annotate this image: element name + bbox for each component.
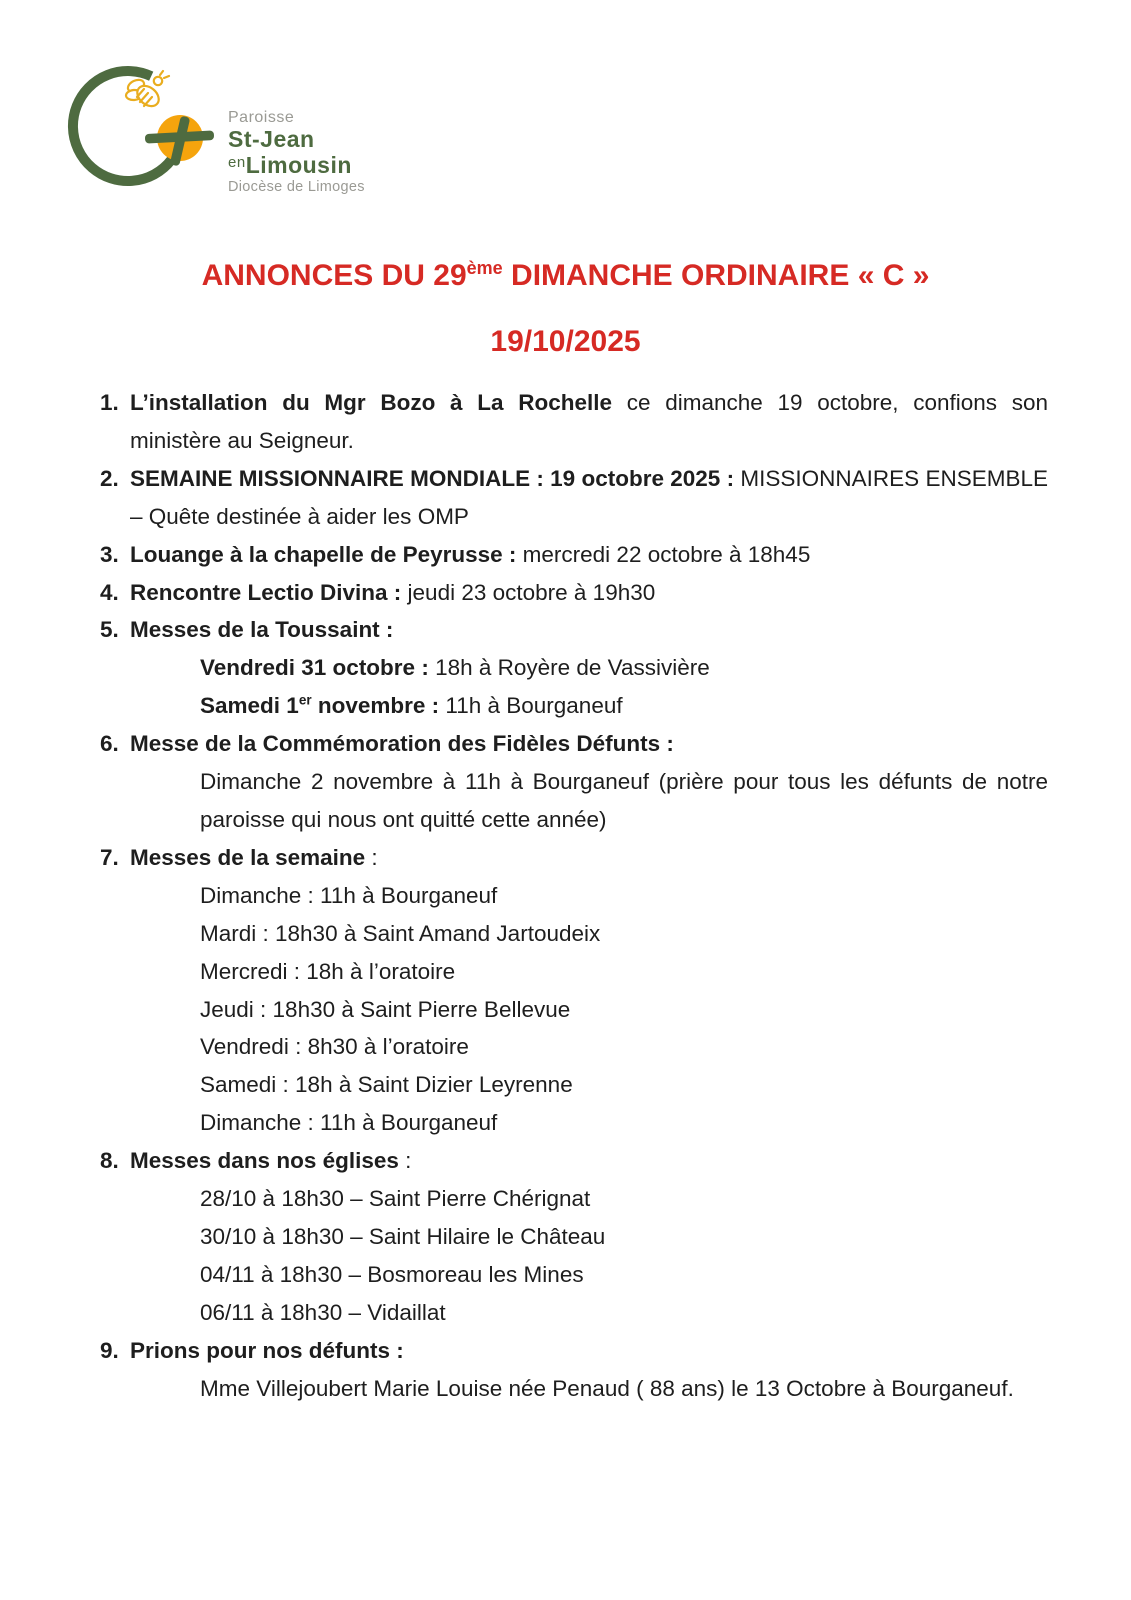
item-bold-text: Vendredi 31 octobre : [200, 655, 429, 681]
list-item-7 [100, 839, 1048, 1142]
item-bold-text: Messes dans nos églises [130, 1148, 399, 1174]
item-subline: Mme Villejoubert Marie Louise née Penaud ( 88 ans) le 13 Octobre à Bourganeuf. [200, 1375, 1014, 1401]
logo-paroisse-label: Paroisse [228, 109, 295, 126]
date-heading: 19/10/2025 [490, 325, 641, 358]
item-number: 3. [100, 541, 119, 567]
item-body [130, 384, 1048, 460]
item-line [130, 384, 1048, 422]
item-body [130, 1142, 1048, 1332]
item-regular-text: 11h à Bourganeuf [439, 693, 623, 719]
item-body [130, 1332, 1048, 1408]
item-number: 9. [100, 1337, 119, 1363]
item-body [130, 839, 1048, 1142]
item-body [130, 536, 1048, 574]
item-regular-text: ce dimanche 19 octobre, confions son [612, 390, 1048, 415]
item-body [130, 460, 1048, 536]
item-body [130, 725, 1048, 839]
item-heading [130, 611, 1048, 649]
item-subline [130, 687, 1048, 725]
item-heading [130, 1332, 1048, 1370]
logo-name-line2 [228, 154, 365, 177]
item-subline: 28/10 à 18h30 – Saint Pierre Chérignat [200, 1186, 591, 1212]
item-bold-text: Prions pour nos défunts : [130, 1337, 404, 1363]
item-subline: Dimanche : 11h à Bourganeuf [200, 882, 498, 908]
list-item-5 [100, 611, 1048, 725]
item-bold-text: Rencontre Lectio Divina : [130, 579, 402, 605]
item-bold-text: SEMAINE MISSIONNAIRE MONDIALE : 19 octobre 2025 : [130, 465, 735, 491]
item-subline: Vendredi : 8h30 à l’oratoire [200, 1034, 469, 1060]
list-item-3 [100, 536, 1048, 574]
item-number: 4. [100, 579, 119, 605]
logo-en-prefix: en [228, 154, 246, 171]
list-item-8 [100, 1142, 1048, 1332]
item-subline [130, 649, 1048, 687]
item-line: ministère au Seigneur. [130, 427, 354, 453]
item-regular-text: mercredi 22 octobre à 18h45 [516, 541, 811, 567]
parish-logo-text [228, 110, 365, 195]
item-subline: Samedi : 18h à Saint Dizier Leyrenne [200, 1072, 573, 1098]
item-body [130, 611, 1048, 725]
item-number: 2. [100, 465, 119, 491]
item-subline: 06/11 à 18h30 – Vidaillat [200, 1299, 446, 1325]
list-item-2 [100, 460, 1048, 536]
title-superscript: ème [466, 258, 503, 278]
cross-icon [145, 116, 214, 167]
item-number: 8. [100, 1148, 119, 1174]
item-subline: Jeudi : 18h30 à Saint Pierre Bellevue [200, 996, 571, 1022]
item-subline: Dimanche : 11h à Bourganeuf [200, 1110, 498, 1136]
item-body [130, 574, 1048, 612]
logo-diocese-label: Diocèse de Limoges [228, 179, 365, 195]
item-subline: paroisse qui nous ont quitté cette année) [200, 806, 607, 832]
item-number: 5. [100, 617, 119, 643]
item-regular-text: : [365, 844, 378, 870]
title-part1: ANNONCES DU 29 [201, 259, 467, 292]
item-bold-post: novembre : [311, 693, 440, 719]
item-heading [130, 725, 1048, 763]
item-line [130, 460, 1048, 498]
item-bold-text: Messes de la semaine [130, 844, 366, 870]
logo-name-line1: St-Jean [228, 126, 315, 152]
item-regular-text: : [398, 1148, 412, 1174]
list-item-6 [100, 725, 1048, 839]
item-heading [130, 1142, 1048, 1180]
item-bold-text: Louange à la chapelle de Peyrusse : [130, 541, 517, 567]
ordinal-superscript: er [298, 692, 312, 708]
item-number: 1. [100, 390, 119, 415]
item-bold-pre: Samedi 1 [200, 693, 299, 719]
title-part2: DIMANCHE ORDINAIRE « C » [502, 259, 930, 292]
logo-limousin: Limousin [245, 152, 352, 178]
item-number: 7. [100, 844, 119, 870]
parish-logo [60, 64, 365, 195]
item-line: – Quête destinée à aider les OMP [130, 503, 469, 529]
item-subline: Dimanche 2 novembre à 11h à Bourganeuf (prière pour tous les défunts de notre [200, 769, 1048, 795]
item-bold-text: L’installation du Mgr Bozo à La Rochelle [130, 390, 613, 415]
item-line [130, 574, 1048, 612]
announcements-list [0, 384, 1131, 1407]
list-item-1 [100, 384, 1048, 460]
list-item-4 [100, 574, 1048, 612]
item-line [130, 536, 1048, 574]
item-regular-text: 18h à Royère de Vassivière [428, 655, 710, 681]
item-number: 6. [100, 731, 119, 757]
item-bold-text [200, 693, 439, 718]
item-subline: Mercredi : 18h à l’oratoire [200, 958, 456, 984]
item-subline: Mardi : 18h30 à Saint Amand Jartoudeix [200, 920, 601, 946]
list-item-9 [100, 1332, 1048, 1408]
item-bold-text: Messes de la Toussaint : [130, 617, 394, 643]
item-regular-text: MISSIONNAIRES ENSEMBLE [734, 465, 1049, 491]
item-subline: 04/11 à 18h30 – Bosmoreau les Mines [200, 1261, 584, 1287]
item-bold-text: Messe de la Commémoration des Fidèles Défunts : [130, 731, 674, 757]
parish-logo-mark [60, 64, 220, 194]
item-regular-text: jeudi 23 octobre à 19h30 [401, 579, 656, 605]
item-heading [130, 839, 1048, 877]
item-subline: 30/10 à 18h30 – Saint Hilaire le Château [200, 1223, 606, 1249]
